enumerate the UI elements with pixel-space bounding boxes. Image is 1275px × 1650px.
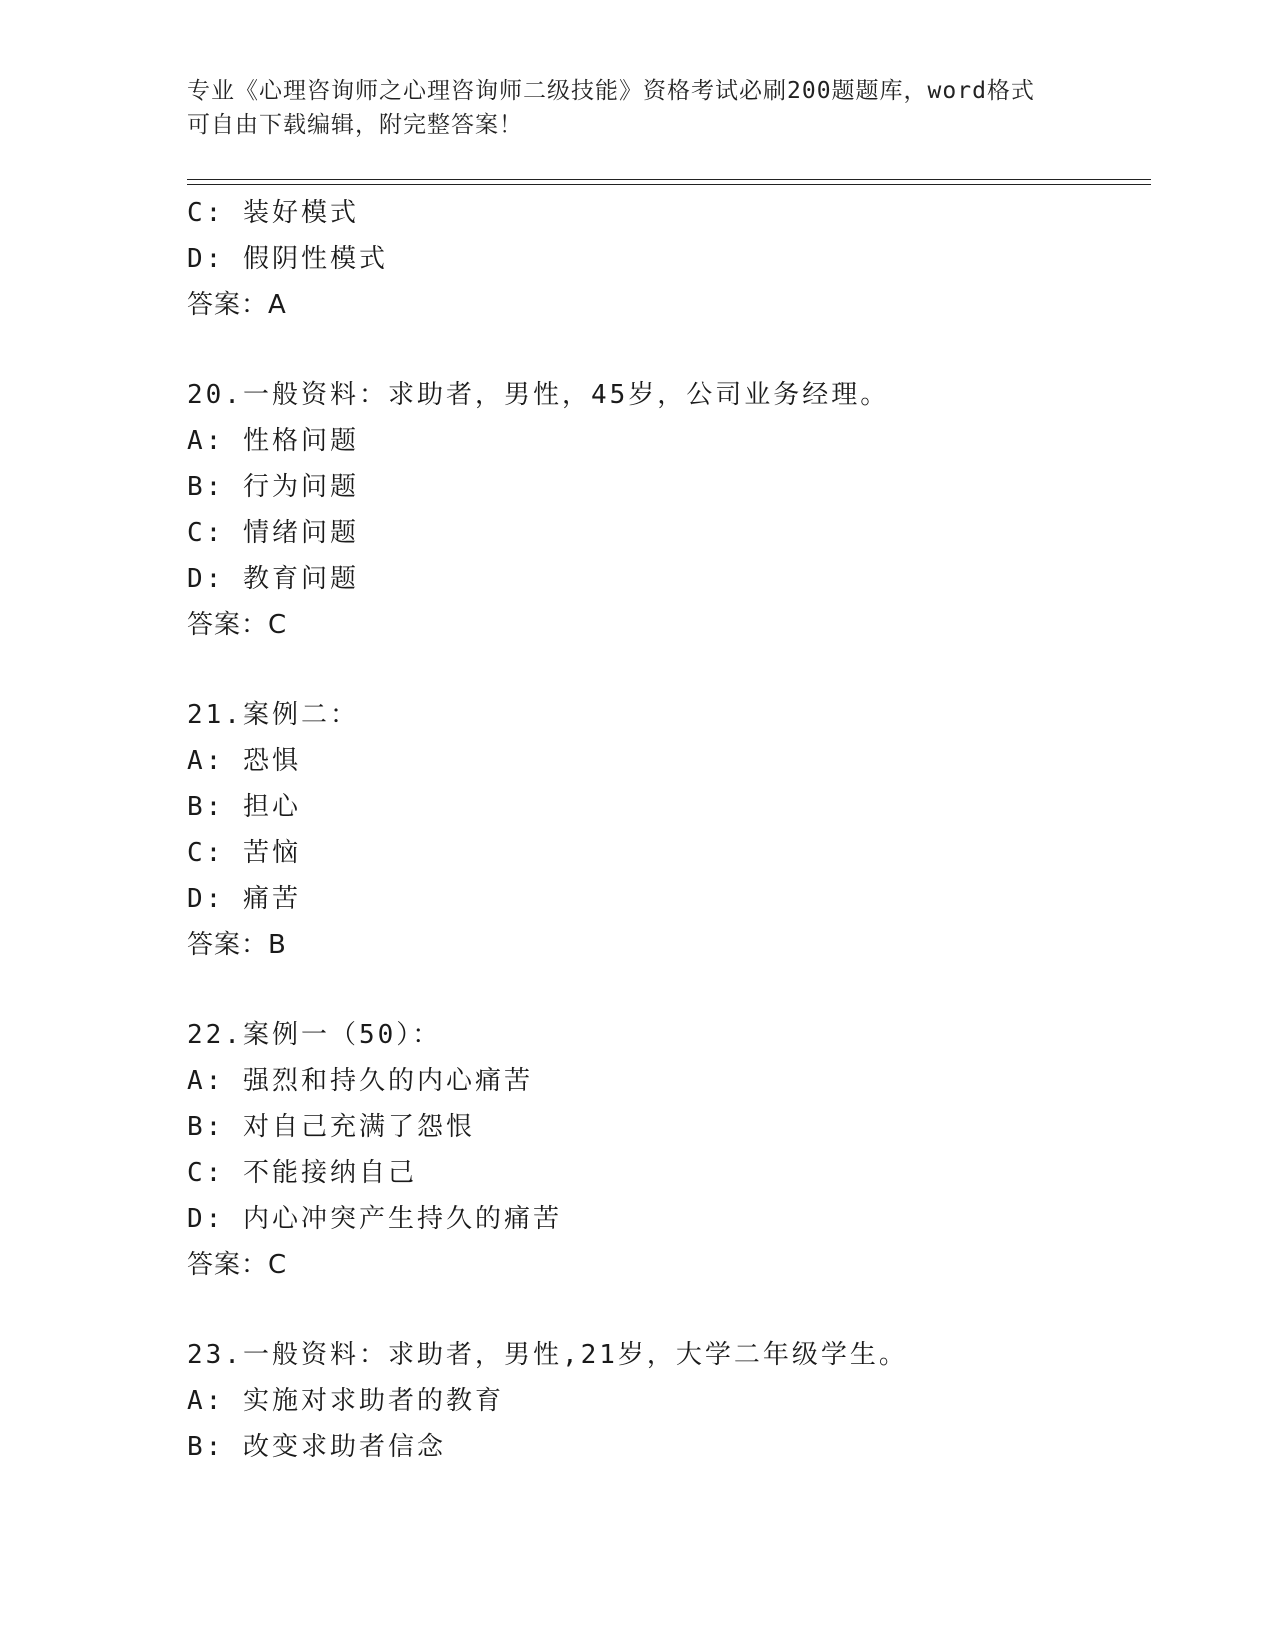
question-list (187, 190, 1147, 1470)
option-c: C: 苦恼 (187, 838, 301, 868)
question-text: 23.一般资料：求助者，男性,21岁，大学二年级学生。 (187, 1340, 908, 1370)
option-d: D: 假阴性模式 (187, 244, 388, 274)
option-b: B: 行为问题 (187, 472, 359, 502)
option-d: D: 痛苦 (187, 884, 301, 914)
answer-line: 答案：C (187, 1250, 288, 1280)
document-header (187, 74, 1087, 142)
question-text: 22.案例一（50）： (187, 1020, 442, 1050)
option-a: A: 强烈和持久的内心痛苦 (187, 1066, 533, 1096)
header-divider-bottom (187, 184, 1151, 185)
option-b: B: 对自己充满了怨恨 (187, 1112, 475, 1142)
option-a: A: 实施对求助者的教育 (187, 1386, 504, 1416)
option-b: B: 担心 (187, 792, 301, 822)
option-d: D: 内心冲突产生持久的痛苦 (187, 1204, 562, 1234)
header-line-2: 可自由下载编辑，附完整答案！ (187, 112, 523, 138)
question-block-23 (187, 1332, 1147, 1470)
question-text: 21.案例二： (187, 700, 359, 730)
question-text: 20.一般资料：求助者，男性，45岁，公司业务经理。 (187, 380, 890, 410)
option-a: A: 恐惧 (187, 746, 301, 776)
option-c: C: 不能接纳自己 (187, 1158, 417, 1188)
question-block-continued (187, 190, 1147, 328)
answer-line: 答案：C (187, 610, 288, 640)
option-c: C: 情绪问题 (187, 518, 359, 548)
answer-line: 答案：B (187, 930, 287, 960)
question-block-22 (187, 1012, 1147, 1288)
option-b: B: 改变求助者信念 (187, 1432, 446, 1462)
option-d: D: 教育问题 (187, 564, 359, 594)
option-a: A: 性格问题 (187, 426, 359, 456)
question-block-21 (187, 692, 1147, 968)
header-line-1: 专业《心理咨询师之心理咨询师二级技能》资格考试必刷200题题库，word格式 (187, 78, 1035, 104)
answer-line: 答案：A (187, 290, 287, 320)
header-divider-top (187, 179, 1151, 180)
option-c: C: 装好模式 (187, 198, 359, 228)
question-block-20 (187, 372, 1147, 648)
